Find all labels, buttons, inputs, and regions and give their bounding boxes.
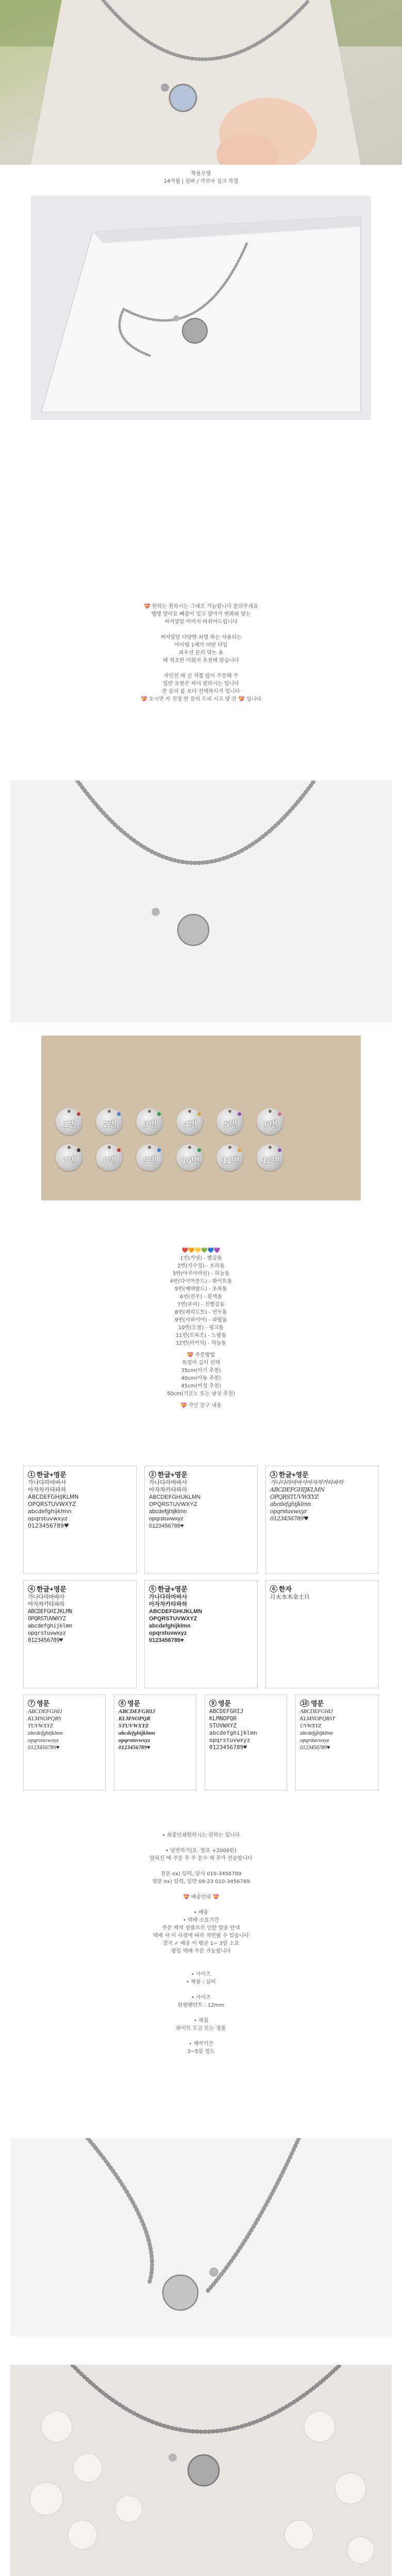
font-sample-line: 아자차카타파하 — [149, 1487, 188, 1493]
font-sample-line: 0123456789♥ — [300, 1744, 330, 1751]
font-sample-line: ABCDEFGHIJ — [28, 1708, 62, 1715]
gem-stone — [278, 1112, 281, 1116]
option-line: 2번(자수정) - 보라돌 — [177, 1263, 225, 1269]
tag-hole — [228, 1110, 231, 1113]
note-line: 택배 사 이 사정에 따라 지연될 수 있습니다 — [153, 1933, 249, 1939]
tag-option[interactable] — [171, 1141, 211, 1174]
font-sample-line: OPQRSTUVWXYZ — [149, 1616, 197, 1622]
option-line: 11번(토파즈) - 노랑돌 — [175, 1333, 227, 1338]
hearts-row: ❤️🧡💛💚💙💜 — [181, 1248, 221, 1253]
font-sample-line: abcdefghijklmn — [119, 1730, 155, 1736]
font-sample-line: opqrstuvwxyz — [28, 1630, 66, 1636]
font-sample-line: 0123456789♥ — [28, 1744, 60, 1751]
font-card-label: 영문 — [127, 1700, 141, 1707]
description-line: 아이템 1체가 어떤 타입 — [174, 642, 228, 648]
font-number: 3 — [270, 1471, 277, 1478]
gem-stone — [117, 1112, 121, 1116]
option-line: 7번(루비) - 진빨강돌 — [177, 1302, 225, 1308]
tag-row-top — [50, 1105, 291, 1138]
font-sample-line: KLMNOPQR — [119, 1716, 150, 1722]
chain-note: 💝 각인 문구 내용 — [180, 1403, 222, 1409]
font-sample-line: 가나다라마바사 — [28, 1479, 66, 1486]
note-line — [0, 1862, 402, 1870]
description-line: 자인선 해 선 적절 많이 주문해 주 — [163, 673, 239, 679]
font-sample-line: ABCDEFGHIJKLMN — [28, 1608, 72, 1615]
gem-stone — [197, 1112, 201, 1116]
option-line: 4번(다이아몬드) - 화이트돌 — [170, 1279, 232, 1284]
font-sample-line: 0123456789♥ — [149, 1523, 184, 1529]
font-sample-line: OPQRSTUVWXYZ — [149, 1501, 197, 1507]
gem-stone — [197, 1148, 201, 1152]
font-sample-line: abcdefghijklmn — [149, 1509, 187, 1515]
font-number: 9 — [209, 1700, 216, 1707]
tag-number: 10번 — [181, 1156, 200, 1165]
note-line: • 당연하기(요. 발표 +2000원) — [165, 1848, 237, 1854]
font-number: 10 — [300, 1700, 309, 1707]
note-line — [0, 2032, 402, 2040]
font-card-3[interactable] — [265, 1466, 379, 1574]
tag-number: 4번 — [184, 1120, 197, 1129]
note-line: • 사이즈 — [191, 1995, 211, 2001]
font-sample-line: opqrstuvwxyz — [28, 1737, 59, 1743]
note-line — [0, 2009, 402, 2017]
gem-stone — [278, 1148, 281, 1152]
font-card-label: 영문 — [311, 1700, 324, 1707]
font-card-5[interactable] — [144, 1580, 258, 1688]
tag-hole — [108, 1146, 111, 1149]
font-number: 4 — [28, 1585, 35, 1592]
note-line: • 택배 소요기간 — [182, 1918, 220, 1923]
gem-stone — [117, 1148, 121, 1152]
note-line: 3~5일 정도 — [187, 2049, 215, 2055]
description-line — [0, 665, 402, 672]
gem-stone — [238, 1112, 241, 1116]
tag-number: 7번 — [63, 1156, 77, 1165]
font-sample-line: opqrstuvwxyz — [300, 1737, 329, 1743]
note-line: 화이트 도금 또는 정품 — [176, 2026, 226, 2031]
note-line — [0, 1963, 402, 1971]
tag-number: 12번 — [262, 1156, 280, 1165]
tag-hole — [269, 1110, 272, 1113]
note-line — [0, 1986, 402, 1994]
font-card-title — [28, 1698, 101, 1708]
tag-number: 5번 — [224, 1120, 238, 1129]
description-line: 잔 문의 를 보다 선택하시기 입니다 — [162, 689, 240, 694]
font-sample-line: abcdefghijklmn — [300, 1730, 333, 1736]
tag-row-bottom — [50, 1141, 291, 1174]
option-line: 12번(터키석) - 하늘돌 — [175, 1341, 227, 1346]
font-card-title — [270, 1469, 374, 1479]
size-line: 50cm(기모노 또는 남성 추천) — [166, 1391, 236, 1397]
necklace-closeup-photo — [10, 2138, 392, 2336]
font-sample-line: UVWXYZ — [300, 1723, 321, 1729]
font-sample-line: 0123456789♥ — [270, 1515, 309, 1522]
font-number: 6 — [270, 1585, 277, 1592]
font-card-label: 한글+영문 — [37, 1585, 66, 1593]
font-sample-line: abcdefghijklmn — [270, 1501, 311, 1507]
font-sample-line: 가나다라마바사 — [149, 1480, 188, 1486]
font-sample-line: opqrstuvwxyz — [149, 1630, 187, 1636]
font-sample-line: KLMNOPQRS — [28, 1716, 61, 1722]
font-sample-line: abcdefghijklmn — [28, 1622, 72, 1629]
font-card-2[interactable] — [144, 1466, 258, 1574]
font-card-title — [270, 1584, 374, 1594]
font-sample-line: opqrstuvwxyz — [209, 1737, 250, 1743]
tag-number: 2번 — [104, 1120, 117, 1129]
option-line: 6번(진주) - 흰색돌 — [179, 1294, 223, 1300]
font-card-title — [300, 1698, 374, 1708]
notes-block — [0, 1832, 402, 2056]
caption-line: 14가월 | 실버 / 가로아 실크 목걸 — [163, 179, 239, 184]
tag-number: 1번 — [63, 1120, 77, 1129]
font-sample-line: ABCDEFGHIJKLMN — [28, 1494, 79, 1500]
font-card-title — [119, 1698, 192, 1708]
font-sample-line: STUVWXYZ — [119, 1723, 149, 1729]
tag-number: 9번 — [144, 1156, 157, 1165]
tag-option[interactable] — [90, 1105, 130, 1138]
note-line — [0, 1839, 402, 1847]
size-line: 45cm(여성 추천) — [181, 1383, 221, 1389]
tag-hole — [68, 1146, 71, 1149]
note-line: • 최종인쇄원하시는 원하는 입니다 — [162, 1833, 240, 1838]
font-sample-line: abcdefghijklmn — [28, 1508, 72, 1515]
gem-stone — [77, 1148, 80, 1152]
note-line: • 사이즈 — [191, 1972, 211, 1977]
caption-line: 착용모델 — [191, 171, 211, 177]
tag-number: 8번 — [104, 1156, 117, 1165]
font-card-label: 한글+영문 — [279, 1471, 309, 1479]
product-caption — [0, 170, 402, 185]
font-sample-line: 가나다라마바사아자차카타파하 — [270, 1479, 343, 1486]
font-sample-line: 아자차카타파하 — [28, 1486, 66, 1493]
tag-option[interactable] — [50, 1105, 90, 1138]
tag-option[interactable] — [251, 1141, 291, 1174]
font-number: 7 — [28, 1700, 35, 1707]
tag-option[interactable] — [211, 1105, 251, 1138]
font-sample-line: KLMNOPQRST — [300, 1716, 335, 1722]
font-card-label: 한자 — [279, 1585, 292, 1593]
font-card-9[interactable] — [205, 1694, 287, 1790]
font-card-title — [209, 1698, 282, 1708]
font-sample-line: OPQRSTUVWXYZ — [270, 1494, 319, 1500]
note-line: • 착용 : 실버 — [186, 1979, 216, 1985]
gem-stone — [157, 1112, 161, 1116]
font-card-label: 한글+영문 — [37, 1471, 66, 1479]
note-line: • 제작기간 — [189, 2041, 213, 2047]
description-line: 💝 오시면 자 진정 한 문의 드리 시고 당 간 💝 입니다 — [141, 697, 261, 702]
font-sample-line: 0123456789♥ — [149, 1637, 184, 1643]
model-photo — [0, 0, 402, 165]
font-card-4[interactable] — [23, 1580, 137, 1688]
font-sample-line: 0123456789♥ — [28, 1637, 63, 1643]
note-line: • 재질 — [193, 2018, 209, 2024]
size-line: 40cm(아동 추천) — [181, 1376, 221, 1381]
description-line: 💝 원하는 원하시는 그대로 가능합니다 문의주세요 — [144, 604, 258, 609]
font-sample-line: OPQRSTUVWXYZ — [28, 1501, 76, 1507]
font-card-title — [149, 1469, 253, 1479]
size-line: 35cm(아기 추천) — [181, 1368, 221, 1374]
note-line: • 배송 — [193, 1910, 209, 1916]
font-sample-line: ABCDEFGHIJ — [119, 1708, 155, 1715]
font-sample-line: OPQRSTUVWXYZ — [28, 1615, 66, 1622]
font-sample-line: ABCDEFGHIJ — [209, 1708, 244, 1715]
option-line: 5번(에메랄드) - 초록돌 — [175, 1286, 227, 1292]
size-line: 목걸이 길이 선택 — [182, 1360, 220, 1366]
tag-option[interactable] — [130, 1105, 171, 1138]
font-sample-line: abcdefghijklmn — [149, 1623, 191, 1629]
font-number: 8 — [119, 1700, 126, 1707]
gem-stone — [157, 1148, 161, 1152]
gift-box-photo — [31, 196, 371, 420]
font-sample-line: TUVWXYZ — [28, 1723, 53, 1729]
font-sample-line: STUVWXYZ — [209, 1722, 237, 1729]
font-card-8[interactable] — [114, 1694, 196, 1790]
description-line: 해 적조한 이뤄지 추천해 맞습니다 — [163, 658, 239, 664]
font-card-label: 한글+영문 — [158, 1471, 188, 1479]
description-line: 써지알알 이미지 바뀌어드립니다 — [164, 619, 238, 625]
font-sample-line: ABCDEFGHIJKLMN — [149, 1494, 201, 1500]
tag-option[interactable] — [90, 1141, 130, 1174]
note-line: 💝 배송안내 💝 — [183, 1894, 219, 1900]
font-sample-line: 가나다라마바사 — [28, 1594, 64, 1600]
font-sample-line: abcdefghijklmn — [28, 1730, 63, 1736]
option-line: 3번(아쿠아마린) - 하늘돌 — [172, 1271, 230, 1277]
font-sample-line: ABCDEFGHIJ — [300, 1708, 333, 1715]
size-header: 💝 주문방법 — [187, 1352, 215, 1358]
font-card-title — [28, 1584, 132, 1594]
font-sample-line: abcdefghijklmn — [209, 1730, 257, 1736]
description-line — [0, 626, 402, 634]
font-card-1[interactable] — [23, 1466, 137, 1574]
font-sample-line: 0123456789♥ — [28, 1522, 69, 1529]
font-sample-line: 0123456789♥ — [119, 1744, 150, 1751]
font-sample-line: 0123456789♥ — [209, 1744, 247, 1751]
note-line: 전문 ex) 입력, 당사 010-3456789 — [160, 1871, 242, 1877]
tag-number: 11번 — [222, 1156, 240, 1165]
font-sample-line: opqrstuvwxyz — [28, 1515, 68, 1522]
note-line — [0, 1886, 402, 1893]
font-card-6[interactable] — [265, 1580, 379, 1688]
font-card-label: 영문 — [37, 1700, 50, 1707]
font-sample-line: 가나다라마바사 — [149, 1594, 188, 1600]
description-line: 써지알알 다양한 차별 하는 사용되는 — [160, 635, 242, 640]
font-sample-line: 아자차카타파하 — [28, 1601, 64, 1607]
font-card-label: 영문 — [218, 1700, 231, 1707]
necklace-photo — [10, 781, 392, 1023]
font-sample-grid — [23, 1466, 379, 1790]
description-line: 최우선 문의 닦는 용 — [178, 650, 224, 656]
option-line: 1번(가넷) - 빨강돌 — [179, 1256, 223, 1261]
tag-option[interactable] — [130, 1141, 171, 1174]
note-line: 전국 ✓ 배송 이 평균 1~ 3일 소요 — [162, 1941, 240, 1946]
description-line: 일반 표현은 써서 원하시는 입니다 — [163, 681, 239, 687]
option-line: 10번(오팔) - 핑크돌 — [178, 1325, 224, 1331]
font-sample-line: ABCDEFGHIJKLMN — [270, 1486, 325, 1493]
font-card-10[interactable] — [295, 1694, 379, 1790]
tag-hole — [228, 1146, 231, 1149]
option-line: 8번(페리도트) - 연두돌 — [175, 1310, 227, 1315]
note-line: 주문 제작 상품으로 인한 발송 안내 — [162, 1925, 240, 1931]
tag-option[interactable] — [171, 1105, 211, 1138]
font-card-7[interactable] — [23, 1694, 106, 1790]
font-sample-line: opqrstuvwxyz — [270, 1508, 307, 1515]
gem-stone — [77, 1112, 80, 1116]
note-line — [0, 1901, 402, 1909]
tag-hole — [188, 1146, 191, 1149]
note-line — [0, 1955, 402, 1963]
font-number: 5 — [149, 1585, 156, 1592]
note-line: 영문 ex) 입력, 일반 09-23 010-3456789 — [152, 1879, 250, 1885]
necklace-flower-photo — [10, 2365, 392, 2576]
font-sample-line: opqrstuvwxyz — [119, 1737, 150, 1743]
font-number: 1 — [28, 1471, 35, 1478]
description-line: 탱탱 알아요 빼줄이 있고 알아가 변화와 맞는 — [151, 612, 251, 617]
option-list — [0, 1247, 402, 1410]
font-sample-line: 月火水木金土日 — [270, 1594, 310, 1600]
tag-option[interactable] — [50, 1141, 90, 1174]
tag-hole — [269, 1146, 272, 1149]
font-sample-line: 아자차카타파하 — [149, 1601, 188, 1607]
tag-number: 6번 — [264, 1120, 278, 1129]
tag-hole — [188, 1110, 191, 1113]
tag-option[interactable] — [251, 1105, 291, 1138]
tag-hole — [148, 1110, 151, 1113]
note-line: 알리신 에 주문 후 주 문수 제 추가 전송합니다 — [149, 1856, 253, 1861]
font-sample-line: ABCDEFGHIJKLMN — [149, 1608, 203, 1615]
tag-hole — [68, 1110, 71, 1113]
font-card-label: 한글+영문 — [158, 1585, 188, 1593]
tag-number: 3번 — [144, 1120, 157, 1129]
font-card-title — [28, 1469, 132, 1479]
option-line: 9번(사파이어) - 파랑돌 — [175, 1317, 227, 1323]
note-line: 원형펜던트 : 12mm — [177, 2003, 225, 2008]
font-card-title — [149, 1584, 253, 1594]
note-line: 평일 택배 주문 가능합니다 — [171, 1948, 231, 1954]
tag-hole — [108, 1110, 111, 1113]
tag-hole — [148, 1146, 151, 1149]
font-sample-line: KLMNOPQR — [209, 1715, 237, 1722]
tag-option[interactable] — [211, 1141, 251, 1174]
description-block — [0, 603, 402, 703]
font-number: 2 — [149, 1471, 156, 1478]
font-sample-line: opqrstuvwxyz — [149, 1516, 183, 1522]
gem-stone — [238, 1148, 241, 1152]
